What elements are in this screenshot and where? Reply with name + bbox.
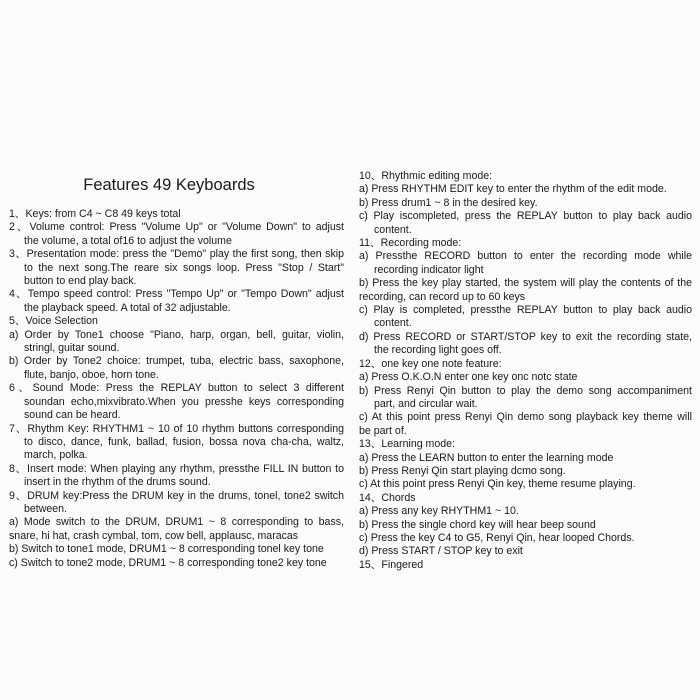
text-line: 5、Voice Selection bbox=[9, 315, 98, 328]
text-line: between. bbox=[24, 502, 67, 515]
text-line: recording, can record up to 60 keys bbox=[359, 290, 526, 303]
text-line: c) Play iscompleted, press the REPLAY button to play back audio bbox=[359, 210, 692, 223]
text-line: a) Press O.K.O.N enter one key onc notc state bbox=[359, 371, 578, 384]
text-line: sound can be heard. bbox=[24, 409, 121, 422]
text-line: b) Press drum1 ~ 8 in the desired key. bbox=[359, 196, 538, 209]
text-line: 12、one key one note feature: bbox=[359, 357, 502, 370]
text-line: b) Order by Tone2 choice: trumpet, tuba, electric bass, saxophone, bbox=[9, 355, 344, 368]
text-line: d) Press RECORD or START/STOP key to exit the recording state, bbox=[359, 330, 692, 343]
text-line: 8、Insert mode: When playing any rhythm, pressthe FILL IN button to bbox=[9, 462, 344, 475]
text-line: be part of. bbox=[359, 424, 407, 437]
text-line: march, polka. bbox=[24, 449, 88, 462]
text-line: button to end play back. bbox=[24, 275, 137, 288]
text-line: b) Press the key play started, the system will play the contents of the bbox=[359, 277, 692, 290]
text-line: c) At this point press Renyi Qin key, theme resume playing. bbox=[359, 478, 636, 491]
text-line: the playback speed. A total of 32 adjustable. bbox=[24, 301, 231, 314]
text-line: 1、Keys: from C4 ~ C8 49 keys total bbox=[9, 208, 181, 220]
text-line: 14、Chords bbox=[359, 491, 416, 504]
text-line: recording indicator light bbox=[374, 263, 484, 276]
text-line: content. bbox=[374, 317, 412, 330]
text-line: 15、Fingered bbox=[359, 558, 424, 571]
text-line: 9、DRUM key:Press the DRUM key in the drums, tonel, tone2 switch bbox=[9, 489, 344, 502]
right-column bbox=[359, 170, 692, 572]
text-line: 11、Recording mode: bbox=[359, 237, 462, 250]
page-title: Features 49 Keyboards bbox=[83, 176, 255, 194]
text-line: part, and circular wait. bbox=[374, 397, 478, 410]
text-line: 6、Sound Mode: Press the REPLAY button to select 3 different bbox=[9, 382, 344, 395]
text-line: b) Press Renyi Qin button to play the demo song accompaniment bbox=[359, 384, 692, 397]
text-line: insert in the rhythm of the drums sound. bbox=[24, 476, 211, 489]
text-line: the recording light goes off. bbox=[374, 344, 502, 357]
text-line: c) Play is completed, pressthe REPLAY button to play back audio bbox=[359, 304, 692, 317]
text-line: to the next song.The reare six songs loop. Press "Stop / Start" bbox=[24, 261, 344, 274]
text-line: c) Press the key C4 to G5, Renyi Qin, hear looped Chords. bbox=[359, 531, 635, 544]
text-line: c) Switch to tone2 mode, DRUM1 ~ 8 corresponding tone2 key tone bbox=[9, 556, 327, 569]
text-line: soundan echo,mixvibrato.When you presshe keys corresponding bbox=[24, 395, 344, 408]
text-line: a) Mode switch to the DRUM, DRUM1 ~ 8 corresponding to bass, bbox=[9, 516, 344, 529]
text-line: a) Pressthe RECORD button to enter the recording mode while bbox=[359, 250, 692, 263]
text-line: c) At this point press Renyi Qin demo song playback key theme will bbox=[359, 411, 692, 424]
text-line: 13、Learning mode: bbox=[359, 438, 455, 451]
text-line: snare, hi hat, crash cymbal, tom, cow bell, applausc, maracas bbox=[9, 529, 299, 542]
text-line: 2、Volume control: Press "Volume Up" or "Volume Down" to adjust bbox=[9, 221, 344, 234]
left-text-block bbox=[9, 208, 344, 570]
left-column bbox=[9, 168, 344, 570]
right-text-block bbox=[359, 170, 692, 572]
text-line: b) Switch to tone1 mode, DRUM1 ~ 8 corresponding tonel key tone bbox=[9, 543, 324, 556]
text-line: 7、Rhythm Key: RHYTHM1 ~ 10 of 10 rhythm buttons corresponding bbox=[9, 422, 344, 435]
text-line: 3、Presentation mode: press the "Demo" play the first song, then skip bbox=[9, 248, 344, 261]
text-line: content. bbox=[374, 223, 412, 236]
text-line: a) Order by Tone1 choose "Piano, harp, organ, bell, guitar, violin, bbox=[9, 328, 344, 341]
text-line: a) Press any key RHYTHM1 ~ 10. bbox=[359, 505, 519, 518]
text-line: 4、Tempo speed control: Press "Tempo Up" or "Tempo Down" adjust bbox=[9, 288, 344, 301]
text-line: a) Press the LEARN button to enter the learning mode bbox=[359, 451, 614, 464]
text-line: stringl, guitar sound. bbox=[24, 342, 120, 355]
text-line: d) Press START / STOP key to exit bbox=[359, 545, 523, 558]
text-line: to disco, dance, funk, ballad, fusion, bossa nova cha-cha, waltz, bbox=[24, 435, 344, 448]
text-line: a) Press RHYTHM EDIT key to enter the rhythm of the edit mode. bbox=[359, 183, 667, 196]
text-line: b) Press Renyi Qin start playing dcmo song. bbox=[359, 464, 566, 477]
text-line: b) Press the single chord key will hear beep sound bbox=[359, 518, 596, 531]
text-line: flute, banjo, oboe, horn tone. bbox=[24, 368, 159, 381]
text-line: 10、Rhythmic editing mode: bbox=[359, 170, 493, 182]
text-line: the volume, a total of16 to adjust the volume bbox=[24, 234, 232, 247]
